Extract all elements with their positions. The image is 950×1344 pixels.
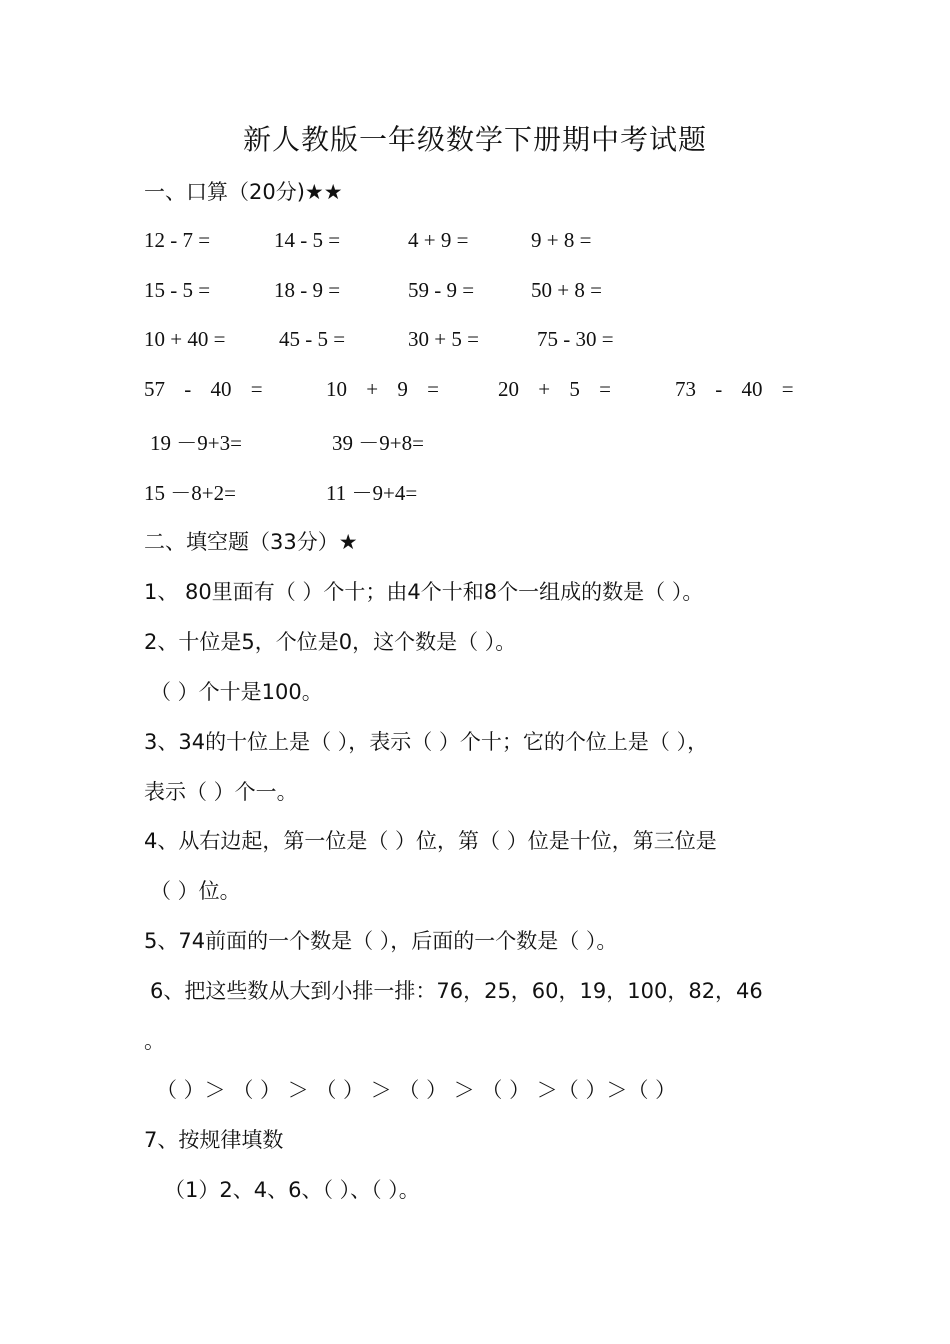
calc-item: 59 - 9 = [408, 278, 475, 302]
calc-item: 15 －8+2= [144, 481, 236, 505]
calc-item: 11 －9+4= [326, 481, 418, 505]
calc-item: 12 - 7 = [144, 228, 211, 252]
question-4: 4、从右边起，第一位是（ ）位，第（ ）位是十位，第三位是 [144, 829, 717, 853]
calc-item: 30 + 5 = [408, 327, 479, 351]
question-4-cont: （ ）位。 [150, 879, 241, 903]
calc-item: 73 - 40 = [675, 377, 794, 401]
calc-item: 75 - 30 = [537, 327, 614, 351]
question-6-period: 。 [144, 1029, 165, 1053]
question-2-extra: （ ）个十是100。 [150, 680, 323, 704]
calc-item: 45 - 5 = [279, 327, 346, 351]
section2-heading: 二、填空题（33分）★ [144, 530, 358, 554]
question-7-part-1: （1）2、4、6、（ ）、（ ）。 [164, 1178, 420, 1202]
section1-heading: 一、口算（20分)★★ [144, 180, 343, 204]
calc-item: 4 + 9 = [408, 228, 469, 252]
calc-item: 15 - 5 = [144, 278, 211, 302]
calc-item: 20 + 5 = [498, 377, 611, 401]
question-6: 6、把这些数从大到小排一排：76，25，60，19，100，82，46 [150, 979, 763, 1003]
question-2: 2、十位是5，个位是0，这个数是（ ）。 [144, 630, 517, 654]
calc-item: 10 + 9 = [326, 377, 439, 401]
calc-item: 19 －9+3= [150, 431, 242, 455]
calc-item: 50 + 8 = [531, 278, 602, 302]
calc-item: 10 + 40 = [144, 327, 226, 351]
calc-item: 39 －9+8= [332, 431, 424, 455]
page-title: 新人教版一年级数学下册期中考试题 [242, 123, 707, 156]
calc-item: 18 - 9 = [274, 278, 341, 302]
calc-item: 57 - 40 = [144, 377, 263, 401]
question-1: 1、 80里面有（ ）个十；由4个十和8个一组成的数是（ ）。 [144, 580, 704, 604]
question-3-cont: 表示（ ）个一。 [144, 780, 298, 804]
calc-item: 9 + 8 = [531, 228, 592, 252]
question-6-blanks: （ ）＞ （ ） ＞ （ ） ＞ （ ） ＞ （ ） ＞（ ）＞（ ） [156, 1078, 677, 1102]
question-5: 5、74前面的一个数是（ ），后面的一个数是（ ）。 [144, 929, 618, 953]
calc-item: 14 - 5 = [274, 228, 341, 252]
question-7: 7、按规律填数 [144, 1128, 284, 1152]
question-3: 3、34的十位上是（ ），表示（ ）个十；它的个位上是（ ）， [144, 730, 709, 754]
